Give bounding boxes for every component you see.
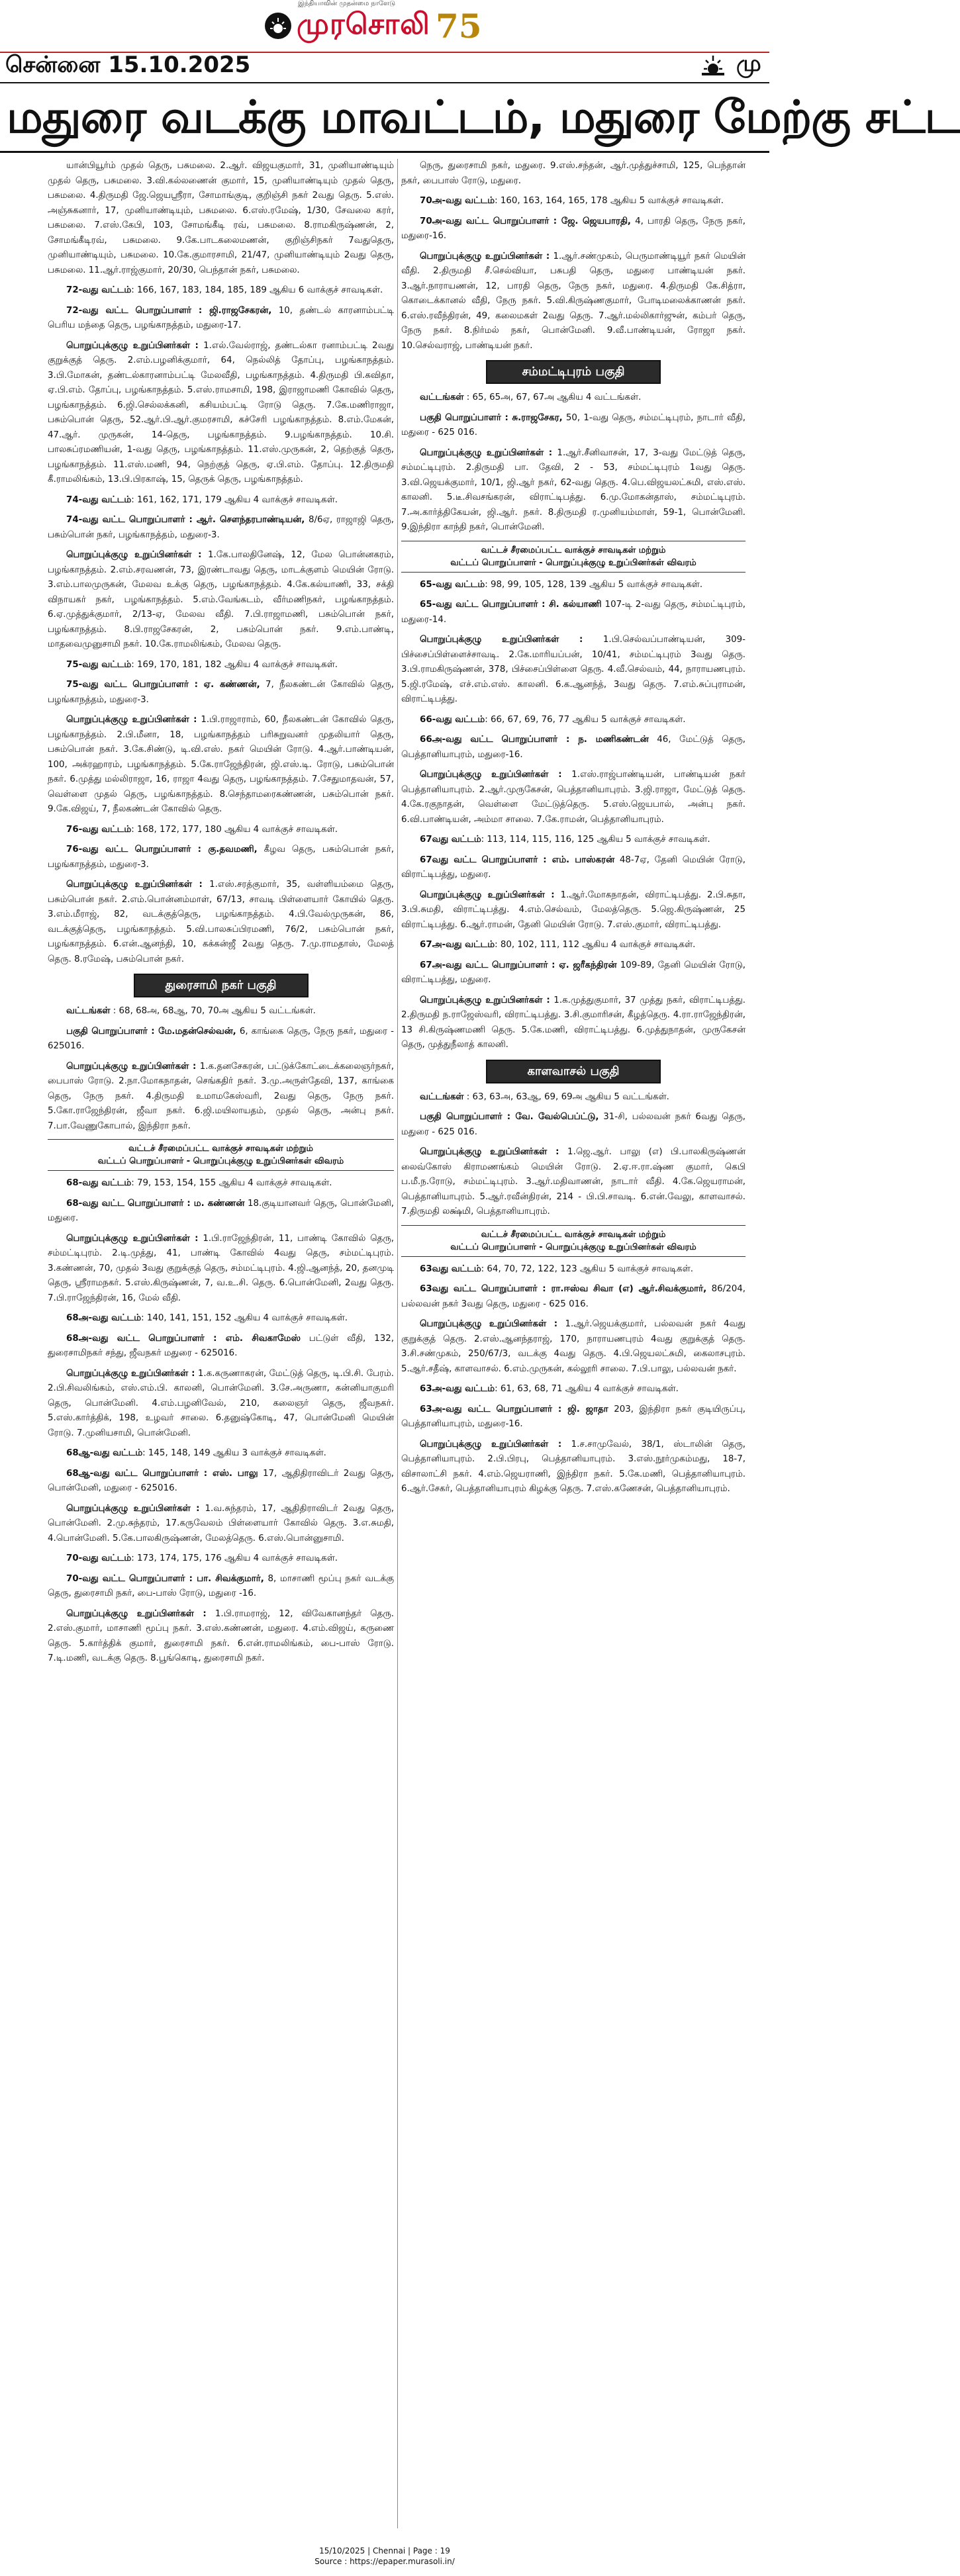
footer-source: Source : https://epaper.murasoli.in/ (314, 2557, 455, 2566)
listing-paragraph (401, 1110, 745, 1140)
listing-paragraph (401, 446, 745, 535)
listing-lead: 68-வது வட்டம் (66, 1178, 132, 1188)
listing-paragraph (48, 1467, 394, 1496)
listing-lead: பொறுப்புக்குழு உறுப்பினர்கள் : (420, 251, 550, 261)
listing-lead: 70-வது வட்டம் (66, 1553, 132, 1563)
listing-body: 1.கே.பாலதினேஷ், 12, மேல பொன்னகரம், பழங்காநத்தம். 2.எம்.சரவணன், 73, இரண்டாவது தெரு, மாடக்குளம் மெயின் ரோடு. 3.எம்.பாலமுருகன், மேலவ உக்கு தெரு, பழங்காநத்தம். 4.கே.கல்யாணி, 33, சக்தி விநாயகர் நகர், பழங்காநத்தம். 5.எம்.வேங்கடம், வீர்மணிநகர், பழங்காநத்தம். 6.ஏ.முத்துக்குமார், 2/13-ஏ, மேலவ வீதி. 7.பி.ராஜாமணி, பசும்பொன் நகர், பழங்காநத்தம். 8.பி.ராஜசேகரன், 2, பசும்பொன் நகர். 9.எம்.பாண்டி, மாதவைமுனுசாமி நகர். 10.கே.ராமலிங்கம், மேலவ தெரு. (48, 550, 394, 649)
listing-paragraph (48, 513, 394, 543)
listing-lead: வட்டங்கள் (420, 392, 464, 402)
listing-paragraph (401, 958, 745, 988)
column-divider (397, 159, 398, 2528)
listing-paragraph (401, 1282, 745, 1312)
listing-body: 17, ஆதிதிராவிடர் 2வது தெரு, பொன்மேனி, மதுரை - 625016. (48, 1468, 394, 1493)
listing-lead: 65-வது வட்டம் (420, 579, 485, 590)
listing-paragraph (48, 1232, 394, 1307)
listing-paragraph (401, 159, 745, 189)
logo (265, 3, 510, 49)
left-column (48, 159, 394, 2528)
listing-paragraph (48, 339, 394, 488)
section-heading: துரைசாமி நகர் பகுதி (134, 974, 309, 997)
listing-paragraph (401, 768, 745, 827)
listing-paragraph (48, 1176, 394, 1191)
city-date: சென்னை 15.10.2025 (5, 52, 251, 78)
listing-body: 1.எஸ்.சரத்குமார், 35, வள்ளியம்மை தெரு, பசும்பொன் நகர். 2.எம்.பொன்னம்மாள், 67/13, சாவடி பிள்ளையார் கோயில் தெரு. 3.எம்.மீராஜ், 82, வடக்குத்தெரு, பழங்காநத்தம். 4.பி.வேல்முருகன், 86, வடக்குத்தெரு, பழங்காநத்தம். 5.வி.பாலசுப்பிரமணி, 76/2, பசும்பொன் நகர், பழங்காநத்தம். 6.என்.ஆனந்தி, 10, கக்கன்ஜீ 2வது தெரு. 7.மு.ராமதாஸ், மேலத் தெரு. 8.ரமேஷ், பசும்பொன் நகர். (48, 880, 394, 964)
listing-body: 4, பாரதி தெரு, நேரு நகர், மதுரை-16. (401, 216, 745, 241)
listing-paragraph (401, 1145, 745, 1220)
listing-lead: பகுதி பொறுப்பாளர் : வே. வேல்பெப்ட்டு, (420, 1112, 599, 1122)
listing-lead: பொறுப்புக்குழு உறுப்பினர்கள் : (420, 890, 555, 900)
listing-lead: 63வது வட்ட பொறுப்பாளர் : ரா.ஈஸ்வ சிவா (எ) ஆர்.சிவக்குமார், (420, 1284, 707, 1294)
listing-paragraph (48, 1572, 394, 1602)
listing-paragraph (48, 1446, 394, 1461)
edge-character: மு (736, 50, 761, 77)
listing-body: : 98, 99, 105, 128, 139 ஆகிய 5 வாக்குச் சாவடிகள். (485, 579, 703, 590)
listing-lead: 76-வது வட்டம் (66, 824, 132, 835)
listing-body: 1.ஆர்.சண்முகம், பெருமாண்டியூர் நகர் மெயின் வீதி. 2.திருமதி சீ.செல்வியா, பசுபதி தெரு, மதுரை பாண்டியன் நகர். 3.ஆர்.நாராயணன், 12, பாரதி தெரு, நேரு நகர், மதுரை. 4.திருமதி கே.சித்ரா, கொடைக்கானல் வீதி, நேரு நகர். 5.வி.கிருஷ்ணகுமார், போடிமலைக்காணன் நகர். 6.எஸ்.ரவீந்திரன், 49, கலைமகள் 2வது தெரு. 7.ஆர்.மல்லிகார்ஜுன், கம்பர் தெரு, நேரு நகர். 8.நிர்மல் நகர், பொன்மேனி. 9.வீ.பாண்டியன், ரோஜா நகர். 10.செல்வராஜ், பாண்டியன் நகர். (401, 251, 745, 351)
listing-body: கீழவ தெரு, பசும்பொன் நகர், பழங்காநத்தம், மதுரை-3. (48, 845, 394, 870)
listing-body: 1.ஆர்.சீனிவாசன், 17, 3-வது மேட்டுத் தெரு, சம்மட்டிபுரம். 2.திருமதி பா. தேவி, 2 - 53, சம்மட்டிபுரம் 1வது தெரு. 3.வி.ஜெயக்குமார், 10/1, ஜி.ஆர் நகர், 62-வது தெரு. 4.பெ.விஜயலட்சுமி, எஸ்.எஸ். காலனி. 5.டீ.சிவசங்கரன், விராட்டிபத்து. 6.மு.மோகன்தாஸ், சம்மட்டிபுரம். 7.அ.கார்த்திகேயன், ஜி.ஆர். நகர். 8.திருமதி ர.முனியம்மாள், 59-1, பொன்மேனி. 9.இந்திரா காந்தி நகர், பொன்மேனி. (401, 447, 745, 532)
listing-body: : 68, 68அ, 68ஆ, 70, 70அ ஆகிய 5 வட்டங்கள். (110, 1006, 316, 1016)
listing-body: 1.ச.சாமுவேல், 38/1, ஸ்டாலின் தெரு, பெத்தானியாபுரம். 2.பி.பிரபு, பெத்தானியாபுரம். 3.எஸ்.நூர்முகம்மது, 18-7, விசாலாட்சி நகர். 4.எம்.ஜெயராணி, இந்திரா நகர். 5.கே.மணி, பெத்தானியாபுரம். 6.ஆர்.சேகர், பெத்தானியாபுரம் கிழக்கு தெரு. 7.எஸ்.கணேசன், பெத்தானியாபுரம். (401, 1439, 746, 1494)
listing-body: நெரு, துரைசாமி நகர், மதுரை. 9.எஸ்.சந்தன், ஆர்.முத்துச்சாமி, 125, பெந்தான் நகர், பைபாஸ் ரோடு, மதுரை. (401, 161, 745, 186)
section-heading: சம்மட்டிபுரம் பகுதி (486, 360, 661, 384)
listing-paragraph (401, 993, 745, 1053)
listing-lead: 66அ-வது வட்ட பொறுப்பாளர் : ந. மணிகண்டன் (420, 735, 649, 745)
listing-body: 203, இந்திரா நகர் குடியிருப்பு, பெத்தானியாபுரம், மதுரை-16. (401, 1404, 745, 1429)
listing-lead: 63அ-வது வட்ட பொறுப்பாளர் : ஜி. ஜாதா (420, 1404, 608, 1414)
listing-body: 1.க.கருணாகரன், மேட்டுத் தெரு, டி.பி.சி. பேரம். 2.பி.சிவலிங்கம், எஸ்.எம்.பி. காலனி, பொன்மேனி. 3.சே.அருணா, கன்னியாகுமரி தெரு, பொன்மேனி. 4.எம்.பழனிவேல், 210, கலைஞர் தெரு, ஜீவநகர். 5.எஸ்.கார்த்திக், 198, உழவர் சாலை. 6.தனுஷ்கோடி, 47, பொன்மேனி மெயின் ரோடு. 7.முனியசாமி, பொன்மேனி. (48, 1368, 394, 1438)
listing-lead: பொறுப்புக்குழு உறுப்பினர்கள் : (66, 1368, 195, 1379)
listing-paragraph (401, 833, 745, 848)
listing-lead: பொறுப்புக்குழு உறுப்பினர்கள் : (420, 1439, 562, 1449)
listing-paragraph (48, 713, 394, 817)
listing-body: 48-7ஏ, தேனி மெயின் ரோடு, விராட்டிபத்து, மதுரை. (401, 854, 746, 880)
listing-body: 1.ஜெ.ஆர். பாலு (எ) பி.பாலகிருஷ்ணன் லைவ்கோஸ் கிராமணங்கம் மெயின் ரோடு. 2.ஏ.ஈ.ரா.ஷ்ண குமார், கெபி ப.மீ.ந.ரோடு, சம்மட்டிபுரம். 3.ஆர்.மதிவாணன், நாடார் வீதி. 4.கே.ஜெயராமன், பெத்தானியாபுரம். 5.ஆர்.ரவீன்திரன், 214 - பி.பி.சாவடி. 6.என்.வேலு, காளவாசல். 7.திருமதி லக்ஷ்மி, பெத்தானியாபுரம். (401, 1147, 745, 1217)
listing-body: 1.பி.ராமராஜ், 12, விவேகானந்தர் தெரு. 2.எஸ்.குமார், மாசாணி மூப்பு நகர். 3.எஸ்.கண்ணன், மதுரை. 4.எம்.விஜய், கருணை தெரு. 5.கார்த்திக் குமார், துரைசாமி நகர். 6.என்.ராமலிங்கம், பை-பாஸ் ரோடு. 7.டி.மணி, வடக்கு தெரு. 8.பூங்கொடி, துரைசாமி நகர். (48, 1608, 394, 1663)
listing-body: : 160, 163, 164, 165, 178 ஆகிய 5 வாக்குச் சாவடிகள். (495, 196, 724, 206)
tagline: இந்தியாவின் முதன்மை நாளேடு (298, 0, 396, 7)
listing-body: : 79, 153, 154, 155 ஆகிய 4 வாக்குச் சாவடிகள். (131, 1178, 332, 1188)
listing-lead: 68ஆ-வது வட்ட பொறுப்பாளர் : எஸ். பாலு (66, 1468, 258, 1479)
listing-paragraph (48, 283, 394, 299)
listing-lead: பொறுப்புக்குழு உறுப்பினர்கள் : (420, 1147, 559, 1157)
listing-body: : 113, 114, 115, 116, 125 ஆகிய 5 வாக்குச் சாவடிகள். (481, 835, 710, 845)
rising-sun-emblem-icon (265, 13, 291, 39)
listing-lead: 67வது வட்ட பொறுப்பாளர் : எம். பாஸ்கரன் (420, 854, 615, 865)
listing-paragraph (48, 1311, 394, 1326)
listing-paragraph (401, 1382, 745, 1397)
listing-lead: 63வது வட்டம் (420, 1264, 481, 1274)
listing-lead: 68ஆ-வது வட்டம் (66, 1448, 143, 1458)
listing-paragraph (48, 1367, 394, 1442)
listing-paragraph (401, 853, 745, 883)
listing-body: : 66, 67, 69, 76, 77 ஆகிய 5 வாக்குச் சாவடிகள். (485, 714, 686, 725)
listing-lead: பகுதி பொறுப்பாளர் : மே.மதன்செல்வன், (66, 1026, 236, 1036)
listing-lead: 75-வது வட்டம் (66, 659, 132, 670)
listing-lead: 67வது வட்டம் (420, 835, 481, 845)
headline-banner (0, 86, 960, 150)
listing-paragraph (48, 1551, 394, 1567)
listing-body: : 173, 174, 175, 176 ஆகிய 4 வாக்குச் சாவடிகள். (131, 1553, 338, 1563)
listing-paragraph (48, 1502, 394, 1547)
listing-body: 1.பி.ராஜேந்திரன், 11, பாண்டி கோவில் தெரு, சம்மட்டிபுரம். 2.டி.முத்து, 41, பாண்டி கோவில் 4வது தெரு, சம்மட்டிபுரம். 3.கண்ணன், 70, முதல் 3வது குறுக்குத் தெரு, சம்மட்டிபுரம். 4.ஜி.ஆனந்த், 20, தனமுடி தெரு, ஸ்ரீராமநகர். 5.எஸ்.கிருஷ்ணன், 7, வ.உ.சி. தெரு. 6.பொன்மேனி, 2வது தெரு. 7.பி.ராஜேந்திரன், 16, மேல் வீதி. (48, 1233, 394, 1303)
listing-lead: 66-வது வட்டம் (420, 714, 485, 725)
masthead (0, 0, 769, 99)
listing-paragraph (48, 658, 394, 673)
listing-lead: 74-வது வட்ட பொறுப்பாளர் : ஆர். சௌந்தரபாண்டியன், (66, 515, 305, 525)
masthead-bottom-rule (0, 82, 769, 83)
sun-icon (267, 15, 289, 36)
party-sun-icon (702, 53, 724, 75)
listing-lead: பொறுப்புக்குழு உறுப்பினர்கள் : (66, 1061, 197, 1072)
listing-paragraph (48, 1607, 394, 1667)
listing-paragraph (48, 1060, 394, 1134)
listing-lead: பகுதி பொறுப்பாளர் : சு.ராஜசேகர, (420, 412, 563, 423)
listing-lead: பொறுப்புக்குழு உறுப்பினர்கள் : (420, 635, 583, 645)
listing-lead: பொறுப்புக்குழு உறுப்பினர்கள் : (66, 1503, 200, 1514)
listing-paragraph (401, 250, 745, 354)
listing-body: 86/204, பல்லவன் நகர் 3வது தெரு, மதுரை - 625 016. (401, 1284, 746, 1309)
listing-paragraph (48, 1197, 394, 1226)
listing-paragraph (401, 578, 745, 593)
notice-banner: வட்டச் சீரமைப்பட்ட வாக்குச் சாவடிகள் மற்றும் வட்டப் பொறுப்பாளர் - பொறுப்புக்குழு உறுப்பினர்கள் விவரம் (48, 1139, 394, 1171)
listing-body: யான்பியூர்ம் முதல் தெரு, பசுமலை. 2.ஆர். விஜயகுமார், 31, முனியாண்டியும் முதல் தெரு, பசுமலை. 3.வி.கல்லணைன் குமார், 15, முனியாண்டியும் முதல் தெரு, பசுமலை. 4.திருமதி ஜே.ஜெயஸ்ரீரா, சோமாங்குடி, குறிஞ்சி நகர் 2வது தெரு. 5.எஸ். அஞ்சுகனார், 17, முனியாண்டியும், பசுமலை. 6.எஸ்.ரமேஷ், 1/30, சேவலை கரர், பசுமலை. 7.எஸ்.கேபி, 103, சோமங்கீடி ரவ், பசுமலை. 8.ராமகிருஷ்ணன், 2, சோமங்கீடிரவ், பசுமலை. 9.கே.பாடகலைமணன், குறிஞ்சிநகர் 7வதுதெரு, முனியாண்டியும், பசுமலை. 10.கே.குமாரசாமி, 21/47, முனியாண்டியும் 2வது தெரு, பசுமலை. 11.ஆர்.ராஜ்குமார், 20/30, பெந்தான் நகர், பசுமலை. (48, 161, 394, 275)
listing-body: 8, மாசாணி மூப்பு நகர் வடக்கு தெரு, துரைசாமி நகர், பை-பாஸ் ரோடு, மதுரை -16. (48, 1573, 394, 1598)
listing-body: : 161, 162, 171, 179 ஆகிய 4 வாக்குச் சாவடிகள். (131, 494, 338, 505)
listing-paragraph (48, 1332, 394, 1361)
listing-body: 1.பி.செல்வப்பாண்டியன், 309-பிச்சைப்பிள்ளைச்சாவடி. 2.கே.மாரியப்பன், 10/41, சம்மட்டிபுரம் 3வது தெரு. 3.பி.ராமகிருஷ்ணன், 378, பிச்சைப்பிள்ளை தெரு. 4.வீ.செல்வம், 44, நாராயணபுரம். 5.ஜி.ரமேஷ், எச்.எம்.எஸ். காலனி. 6.க.ஆனந்த், 3வது தெரு. 7.எம்.சுப்புராமன், விராட்டிபத்து. (401, 635, 746, 704)
listing-lead: 70அ-வது வட்ட பொறுப்பாளர் : ஜே. ஜெயபாரதி, (420, 216, 631, 226)
listing-body: : 140, 141, 151, 152 ஆகிய 4 வாக்குச் சாவடிகள். (141, 1313, 348, 1323)
footer-page-info: 15/10/2025 | Chennai | Page : 19 (319, 2546, 450, 2555)
listing-body: 1.ஆர்.ஜெயக்குமார், பல்லவன் நகர் 4வது குறுக்குத் தெரு. 2.எஸ்.ஆனந்தராஜ், 170, நாராயணபுரம் 4வது குறுக்குத் தெரு. 3.சி.சண்முகம், 250/67/3, வடக்கு 4வது தெரு. 4.பி.ஜெயலட்சுமி, கைலாசபுரம். 5.ஆர்.சதீஷ், காளவாசல். 6.எம்.முருகன், கல்லூரி சாலை. 7.பி.பாலு, பல்லவன் நகர். (401, 1319, 745, 1374)
listing-paragraph (401, 598, 745, 627)
listing-body: : 169, 170, 181, 182 ஆகிய 4 வாக்குச் சாவடிகள். (131, 659, 338, 670)
listing-paragraph (48, 823, 394, 838)
listing-body: : 166, 167, 183, 184, 185, 189 ஆகிய 6 வாக்குச் சாவடிகள். (131, 285, 383, 295)
listing-paragraph (48, 1004, 394, 1019)
listing-paragraph (401, 411, 745, 441)
listing-paragraph (401, 194, 745, 209)
listing-body: : 168, 172, 177, 180 ஆகிய 4 வாக்குச் சாவடிகள். (131, 824, 338, 835)
listing-paragraph (48, 878, 394, 967)
listing-paragraph (48, 159, 394, 278)
listing-body: : 63, 63அ, 63ஆ, 69, 69அ ஆகிய 5 வட்டங்கள். (463, 1091, 669, 1102)
listing-body: : 61, 63, 68, 71 ஆகிய 4 வாக்குச் சாவடிகள். (495, 1384, 679, 1394)
listing-lead: 70அ-வது வட்டம் (420, 196, 495, 206)
listing-paragraph (401, 1403, 745, 1432)
right-column (401, 159, 745, 2528)
listing-lead: 74-வது வட்டம் (66, 494, 132, 505)
listing-paragraph (48, 304, 394, 334)
listing-lead: பொறுப்புக்குழு உறுப்பினர்கள் : (420, 447, 553, 458)
listing-lead: வட்டங்கள் (420, 1091, 464, 1102)
listing-body: 1.பி.ராஜாராம், 60, நீலகண்டன் கோவில் தெரு, பழங்காநத்தம். 2.பி.மீனா, 18, பழங்காநத்தம் பரிசுறுவனர் முதலியார் தெரு, பசும்பொன் நகர். 3.கே.சிண்டு, டி.வி.எஸ். நகர் மெயின் ரோடு. 4.ஆர்.பாண்டியன், 100, அக்ரஹாரம், பழங்காநத்தம். 5.கே.ராஜேந்திரன், ஜி.எஸ்.டி. ரோடு, பசும்பொன் நகர். 6.முத்து மல்லிராஜா, 16, ராஜா 4வது தெரு, பழங்காநத்தம். 7.சேதுமாதவன், 57, வெள்ளை முதல் தெரு, பழங்காநத்தம். 8.செந்தாமரைகண்ணன், பசும்பொன் நகர். 9.கே.விஜய், 7, நீலகண்டன் கோவில் தெரு. (48, 715, 394, 814)
listing-lead: பொறுப்புக்குழு உறுப்பினர்கள் : (420, 770, 562, 780)
listing-lead: 75-வது வட்ட பொறுப்பாளர் : ஏ. கண்ணன், (66, 680, 260, 690)
listing-paragraph (401, 391, 745, 406)
listing-lead: 63அ-வது வட்டம் (420, 1384, 495, 1394)
listing-body: 1.எஸ்.ராஜ்பாண்டியன், பாண்டியன் நகர் பெத்தானியாபுரம். 2.ஆர்.முருகேசன், பெத்தானியாபுரம். 3.ஜி.ராஜா, மேட்டுத் தெரு. 4.கே.ரகுநாதன், வெள்ளை மேட்டுத்தெரு. 5.எஸ்.ஜெயபால், அன்பு நகர். 6.வி.பாண்டியன், அம்மா சாலை. 7.கே.ராமன், பெத்தானியாபுரம். (401, 770, 746, 825)
listing-body: 1.எல்.வேல்ராஜ், தண்டல்கா ரனாம்பட்டி 2வது குறுக்குத் தெரு. 2.எம்.பழனிக்குமார், 64, நெல்லித் தோப்பு, பழங்காநத்தம். 3.பி.மோகன், தண்டல்காரனாம்பட்டி மேலவீதி, பழங்காநத்தம். 4.திருமதி பி.கவிதா, ஏ.பி.எம். தோப்பு, பழங்காநத்தம். 5.எஸ்.ராமசாமி, 198, இராஜாமணி கோவில் தெரு, பழங்காநத்தம். 6.ஜி.செல்லக்கனி, கசியம்பட்டி ரோடு தெரு. 7.கே.மணிராஜா, பசும்பொன் தெரு, 52.ஆர்.பி.ஆர்.குமரசாமி, கச்சேரி பழங்காநத்தம். 8.எம்.மேகன், 47.ஆர். முருகன், 14-தெரு, பழங்காநத்தம். 9.பழங்காநத்தம். 10.சி. பாலசுப்ரமணியன், 1-வது தெரு, பழங்காநத்தம். 11.எஸ்.முருகன், 2, தெற்குத் தெரு, பழங்காநத்தம். 11.எஸ்.மணி, 94, நெற்குத் தெரு, ஏ.பி.எம். தோப்பு. 12.திருமதி கீ.ராமலிங்கம், 13.பி.பிரகாஷ், 15, தெருக் தெரு, பழங்காநத்தம். (48, 340, 394, 484)
listing-lead: பொறுப்புக்குழு உறுப்பினர்கள் : (66, 1233, 199, 1244)
listing-lead: 76-வது வட்ட பொறுப்பாளர் : கு.தவமணி, (66, 845, 258, 854)
listing-body: பட்டுள் வீதி, 132, துரைசாமிநகர் சந்து, ஜீவநகர் மதுரை - 625016. (48, 1333, 394, 1358)
headline-rule (0, 151, 769, 153)
listing-body: 7, நீலகண்டன் கோவில் தெரு, பழங்காநத்தம், மதுரை-3. (48, 680, 394, 705)
listing-body: 109-89, தேனி மெயின் ரோடு, விராட்டிபத்து, மதுரை. (401, 960, 745, 985)
listing-lead: 72-வது வட்டம் (66, 285, 132, 295)
listing-paragraph (48, 1025, 394, 1054)
listing-paragraph (401, 1317, 745, 1377)
listing-paragraph (48, 493, 394, 508)
listing-lead: 67அ-வது வட்டம் (420, 940, 495, 950)
listing-lead: பொறுப்புக்குழு உறுப்பினர்கள் : (66, 340, 199, 351)
notice-banner: வட்டச் சீரமைப்பட்ட வாக்குச் சாவடிகள் மற்றும் வட்டப் பொறுப்பாளர் - பொறுப்புக்குழு உறுப்பினர்கள் விவரம் (401, 1225, 745, 1257)
listing-body: 6, காங்கை தெரு, நேரு நகர், மதுரை - 625016. (48, 1026, 394, 1051)
listing-lead: பொறுப்புக்குழு உறுப்பினர்கள் : (66, 1608, 207, 1619)
listing-paragraph (48, 843, 394, 872)
listing-body: : 65, 65அ, 67, 67அ ஆகிய 4 வட்டங்கள். (463, 392, 642, 402)
listing-paragraph (401, 1090, 745, 1105)
listing-paragraph (401, 1262, 745, 1277)
listing-lead: 67அ-வது வட்ட பொறுப்பாளர் : ஏ. ஜரீகந்திரன் (420, 960, 617, 970)
listing-body: 8/6ஏ, ராஜாஜி தெரு, பசும்பொன் நகர், பழங்காநத்தம், மதுரை-3. (48, 515, 394, 540)
listing-lead: பொறுப்புக்குழு உறுப்பினர்கள் : (420, 1319, 558, 1329)
listing-body: : 145, 148, 149 ஆகிய 3 வாக்குச் சாவடிகள். (142, 1448, 326, 1458)
listing-body: 18.குடியானவர் தெரு, பொன்மேனி, மதுரை. (48, 1198, 394, 1223)
listing-lead: பொறுப்புக்குழு உறுப்பினர்கள் : (66, 715, 197, 725)
section-heading: காளவாசல் பகுதி (486, 1060, 661, 1083)
listing-paragraph (401, 938, 745, 953)
anniversary-mark: 75 (436, 6, 482, 46)
listing-paragraph (401, 633, 745, 708)
listing-body: 1.வ.சுந்தரம், 17, ஆதிதிராவிடர் 2வது தெரு, பொன்மேனி. 2.மு.சுந்தரம், 17.கருவேலம் பிள்ளையார் கோவில் தெரு. 3.எ.சுமதி, 4.பொன்மேனி. 5.கே.பாலகிருஷ்ணன், மேலத்தெரு. 6.எஸ்.பொன்னுசாமி. (48, 1503, 394, 1543)
listing-lead: 68-வது வட்ட பொறுப்பாளர் : ம. கண்ணன் (66, 1198, 245, 1209)
listing-paragraph (401, 214, 745, 244)
listing-paragraph (401, 713, 745, 728)
listing-body: 46, மேட்டுத் தெரு, பெத்தானியாபுரம், மதுரை-16. (401, 735, 745, 760)
listing-lead: 65-வது வட்ட பொறுப்பாளர் : சி. கல்யாணி (420, 600, 602, 610)
listing-body: 31-சி, பல்லவன் நகர் 6வது தெரு, மதுரை - 625 016. (401, 1112, 745, 1137)
listing-paragraph (48, 548, 394, 653)
listing-body: : 80, 102, 111, 112 ஆகிய 4 வாக்குச் சாவடிகள். (495, 940, 696, 950)
notice-banner: வட்டச் சீரமைப்பட்ட வாக்குச் சாவடிகள் மற்றும் வட்டப் பொறுப்பாளர் - பொறுப்புக்குழு உறுப்பினர்கள் விவரம் (401, 541, 745, 573)
listing-lead: பொறுப்புக்குழு உறுப்பினர்கள் : (66, 550, 202, 560)
listing-body: 50, 1-வது தெரு, சம்மட்டிபுரம், நாடார் வீதி, மதுரை - 625 016. (401, 412, 745, 437)
listing-paragraph (401, 1438, 745, 1497)
listing-body: 107-டி 2-வது தெரு, சம்மட்டிபுரம், மதுரை-14. (401, 600, 745, 625)
footer (0, 2546, 769, 2576)
listing-lead: 68அ-வது வட்ட பொறுப்பாளர் : எம். சிவகாமேஸ் (66, 1333, 301, 1344)
listing-paragraph (48, 678, 394, 708)
listing-body: 1.க.முத்துகுமார், 37 முத்து நகர், விராட்டிபத்து. 2.திருமதி ந.ராஜேஸ்வரி, விராட்டிபத்து. 3.சி.குமாரிசன், கீழத்தெரு. 4.ரா.ராஜேந்திரன், 13 சி.கிருஷ்ணமணி தெரு. 5.கே.மணி, விராட்டிபத்து. 6.முத்துநாதன், முருகேசன் தெரு, முத்துநீலாத் காலனி. (401, 995, 745, 1050)
listing-paragraph (401, 733, 745, 762)
listing-body: 1.க.தனசேகரன், பட்டுக்கோட்டைக்கலைஞர்நகர், பைபாஸ் ரோடு. 2.நா.மோகநாதன், செங்கதிர் நகர். 3.மு.அருள்தேவி, 137, காங்கை தெரு, நேரு நகர். 4.திருமதி உமாமகேஸ்வரி, 2வது தெரு, நேரு நகர். 5.கோ.ராஜேந்திரன், ஜீவா நகர். 6.ஜி.மயிலாயதம், முதல் தெரு, அன்பு நகர். 7.பா.வேணுகோபால், இந்திரா நகர். (48, 1061, 394, 1131)
listing-body: 1.ஆர்.மோகநாதன், விராட்டிபத்து. 2.பி.சுதா, 3.பி.சுமதி, விராட்டிபத்து. 4.எம்.செல்வம், மேலத்தெரு. 5.ஜெ.கிருஷ்ணன், 25 விராட்டிபத்து. 6.ஆர்.ராமன், தேனி மெயின் ரோடு. 7.எஸ்.குமார், விராட்டிபத்து. (401, 890, 745, 930)
paper-name: முரசொலி (297, 7, 430, 41)
listing-lead: பொறுப்புக்குழு உறுப்பினர்கள் : (66, 880, 203, 890)
listing-lead: 72-வது வட்ட பொறுப்பாளர் : ஜி.ராஜசேகரன், (66, 305, 272, 316)
listing-paragraph (401, 888, 745, 933)
listing-body: 10, தண்டல் காரனாம்பட்டி பெரிய மந்தை தெரு, பழங்காநத்தம், மதுரை-17. (48, 305, 394, 330)
headline: மதுரை வடக்கு மாவட்டம், மதுரை மேற்கு சட்ட (7, 91, 960, 144)
listing-body: : 64, 70, 72, 122, 123 ஆகிய 5 வாக்குச் சாவடிகள். (481, 1264, 694, 1274)
listing-lead: 68அ-வது வட்டம் (66, 1313, 142, 1323)
listing-lead: 70-வது வட்ட பொறுப்பாளர் : பா. சிவக்குமார், (66, 1573, 264, 1584)
listing-lead: பொறுப்புக்குழு உறுப்பினர்கள் : (420, 995, 550, 1005)
listing-lead: வட்டங்கள் (66, 1006, 111, 1016)
